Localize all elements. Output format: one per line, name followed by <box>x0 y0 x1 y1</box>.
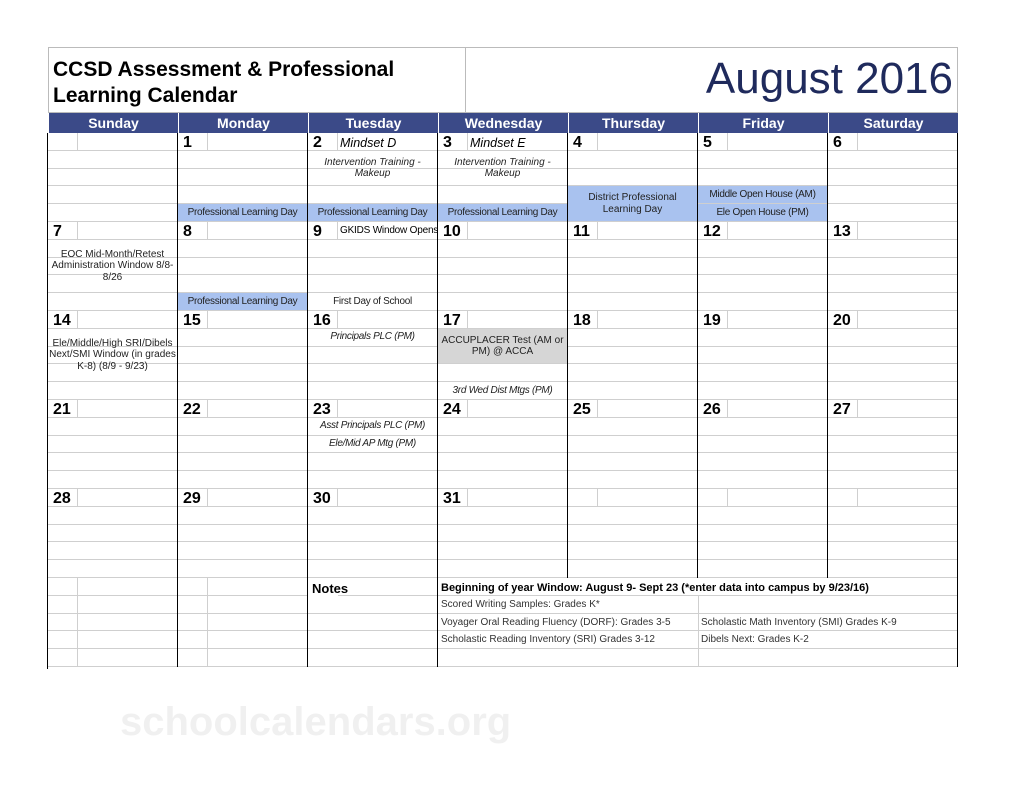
day-number: 2 <box>313 134 322 151</box>
day-cell[interactable] <box>438 222 568 311</box>
cell-line <box>568 436 697 454</box>
page-title: CCSD Assessment & Professional Learning Calendar <box>53 58 395 107</box>
cell-line <box>308 258 437 276</box>
cell-line <box>828 293 957 311</box>
day-cell[interactable] <box>698 133 828 222</box>
day-cell[interactable] <box>48 489 178 578</box>
cell-line <box>438 507 567 525</box>
cell-line <box>828 507 957 525</box>
month-box <box>466 47 958 113</box>
day-number: 23 <box>313 401 331 418</box>
day-cell[interactable] <box>308 133 438 222</box>
cell-line <box>698 507 827 525</box>
cell-line <box>308 347 437 365</box>
cell-line <box>568 240 697 258</box>
cell-line <box>568 382 697 400</box>
weekday-thursday: Thursday <box>568 113 698 133</box>
day-number: 3 <box>443 134 452 151</box>
cell-line <box>568 329 697 347</box>
note-item: Scholastic Reading Inventory (SRI) Grades 3-12 <box>441 634 655 646</box>
cell-line <box>48 542 177 560</box>
calendar-event[interactable]: 3rd Wed Dist Mtgs (PM) <box>452 384 553 396</box>
day-label: Mindset D <box>340 136 397 150</box>
cell-line <box>438 525 567 543</box>
day-label: GKIDS Window Opens <box>340 225 439 236</box>
cell-line <box>48 186 177 204</box>
day-cell[interactable] <box>698 489 828 578</box>
weekday-sunday: Sunday <box>48 113 178 133</box>
day-cell[interactable] <box>178 311 308 400</box>
day-cell[interactable] <box>48 311 178 400</box>
day-cell[interactable] <box>828 311 958 400</box>
day-label: Mindset E <box>470 136 526 150</box>
day-cell[interactable] <box>568 311 698 400</box>
cell-line <box>828 471 957 489</box>
notes-title: Notes <box>312 581 349 596</box>
day-number: 27 <box>833 401 851 418</box>
cell-line <box>178 186 307 204</box>
calendar-event[interactable]: Intervention Training - Makeup <box>454 156 551 180</box>
day-cell[interactable] <box>698 311 828 400</box>
notes-panel <box>438 578 958 667</box>
day-number: 5 <box>703 134 712 151</box>
cell-line <box>568 471 697 489</box>
note-item: Voyager Oral Reading Fluency (DORF): Grades 3-5 <box>441 616 671 628</box>
day-number: 1 <box>183 134 192 151</box>
cell-line <box>698 258 827 276</box>
day-cell[interactable] <box>828 489 958 578</box>
cell-line <box>828 418 957 436</box>
weekday-header <box>48 113 958 133</box>
day-number: 7 <box>53 223 62 240</box>
cell-line <box>568 258 697 276</box>
cell-line <box>568 525 697 543</box>
cell-line <box>828 258 957 276</box>
cell-line <box>698 542 827 560</box>
cell-line <box>178 275 307 293</box>
day-cell[interactable] <box>178 133 308 222</box>
cell-line <box>568 364 697 382</box>
day-number: 13 <box>833 223 851 240</box>
notes-heading: Beginning of year Window: August 9- Sept 23 (*enter data into campus by 9/23/16) <box>441 582 869 594</box>
cell-line <box>698 418 827 436</box>
cell-line <box>438 471 567 489</box>
cell-line <box>698 169 827 187</box>
cell-line <box>178 471 307 489</box>
day-number: 15 <box>183 312 201 329</box>
notes-divider <box>48 578 78 667</box>
cell-line <box>828 542 957 560</box>
cell-line <box>178 382 307 400</box>
calendar-event[interactable]: Asst Principals PLC (PM) <box>319 420 426 432</box>
day-cell[interactable] <box>308 222 438 311</box>
day-number: 12 <box>703 223 721 240</box>
cell-line <box>698 560 827 578</box>
day-number-box <box>568 489 598 507</box>
notes-cell <box>48 578 178 667</box>
day-number: 16 <box>313 312 331 329</box>
calendar-event[interactable]: Professional Learning Day <box>438 204 567 221</box>
watermark: schoolcalendars.org <box>120 700 512 744</box>
cell-line <box>178 329 307 347</box>
day-number: 26 <box>703 401 721 418</box>
cell-line <box>828 275 957 293</box>
cell-line <box>178 418 307 436</box>
day-cell[interactable] <box>438 133 568 222</box>
cell-line <box>308 525 437 543</box>
calendar-event[interactable]: Ele Open House (PM) <box>698 204 827 221</box>
notes-cell <box>308 578 438 667</box>
cell-line <box>178 364 307 382</box>
cell-line <box>178 507 307 525</box>
day-number-box <box>698 489 728 507</box>
cell-line <box>308 649 437 667</box>
day-cell[interactable] <box>48 400 178 489</box>
calendar-event[interactable]: ACCUPLACER Test (AM or PM) @ ACCA <box>438 329 567 364</box>
calendar-event[interactable]: Ele/Middle/High SRI/Dibels Next/SMI Window (in grades K-8) (8/9 - 9/23) <box>49 337 176 372</box>
cell-line <box>828 169 957 187</box>
day-cell[interactable] <box>828 222 958 311</box>
calendar-event[interactable]: Intervention Training - Makeup <box>324 156 421 180</box>
calendar-event[interactable]: Ele/Mid AP Mtg (PM) <box>329 438 416 450</box>
day-cell[interactable] <box>568 222 698 311</box>
cell-line <box>828 436 957 454</box>
calendar-event[interactable]: EOC Mid-Month/Retest Administration Window 8/8-8/26 <box>51 248 174 283</box>
cell-line <box>698 453 827 471</box>
cell-line <box>568 169 697 187</box>
day-number: 29 <box>183 490 201 507</box>
day-number: 25 <box>573 401 591 418</box>
cell-line <box>48 525 177 543</box>
cell-line <box>178 525 307 543</box>
cell-line <box>828 382 957 400</box>
title-box <box>48 47 466 113</box>
note-item: Dibels Next: Grades K-2 <box>701 634 809 646</box>
day-number: 24 <box>443 401 461 418</box>
cell-line <box>828 151 957 169</box>
cell-line <box>308 186 437 204</box>
cell-line <box>48 471 177 489</box>
cell-line <box>698 382 827 400</box>
cell-line <box>438 418 567 436</box>
cell-line <box>178 453 307 471</box>
calendar-event[interactable]: District Professional Learning Day <box>568 186 697 221</box>
cell-line <box>828 186 957 204</box>
cell-line <box>828 560 957 578</box>
cell-line <box>438 453 567 471</box>
cell-line <box>828 347 957 365</box>
cell-line <box>48 418 177 436</box>
cell-line <box>178 169 307 187</box>
day-number-box <box>828 489 858 507</box>
day-number-box <box>48 133 78 151</box>
cell-line <box>828 240 957 258</box>
cell-line <box>698 347 827 365</box>
cell-line <box>48 204 177 222</box>
cell-line <box>308 275 437 293</box>
calendar-event[interactable]: Professional Learning Day <box>178 204 307 221</box>
notes-divider <box>178 578 208 667</box>
day-number: 22 <box>183 401 201 418</box>
cell-line <box>178 258 307 276</box>
cell-line <box>698 364 827 382</box>
day-number: 4 <box>573 134 582 151</box>
calendar-event[interactable]: First Day of School <box>333 295 412 307</box>
calendar-event[interactable]: Middle Open House (AM) <box>698 186 827 203</box>
cell-line <box>568 507 697 525</box>
day-cell[interactable] <box>698 400 828 489</box>
day-number: 19 <box>703 312 721 329</box>
cell-line <box>48 507 177 525</box>
cell-line <box>178 542 307 560</box>
cell-line <box>698 436 827 454</box>
cell-line <box>178 151 307 169</box>
note-item: Scored Writing Samples: Grades K* <box>441 598 600 610</box>
day-cell[interactable] <box>828 133 958 222</box>
cell-line <box>828 204 957 222</box>
cell-line <box>308 507 437 525</box>
weekday-tuesday: Tuesday <box>308 113 438 133</box>
cell-line <box>48 169 177 187</box>
cell-line <box>698 240 827 258</box>
cell-line <box>698 329 827 347</box>
cell-line <box>48 560 177 578</box>
cell-line <box>568 560 697 578</box>
notes-cell <box>178 578 308 667</box>
day-cell[interactable] <box>568 489 698 578</box>
cell-line <box>48 293 177 311</box>
day-number: 30 <box>313 490 331 507</box>
day-number: 31 <box>443 490 461 507</box>
day-number: 21 <box>53 401 71 418</box>
calendar-grid <box>48 133 958 668</box>
cell-line <box>568 151 697 169</box>
cell-line <box>308 560 437 578</box>
cell-line <box>308 596 437 614</box>
cell-line <box>308 382 437 400</box>
day-number: 6 <box>833 134 842 151</box>
day-cell[interactable] <box>48 133 178 222</box>
cell-line <box>178 560 307 578</box>
cell-line <box>178 436 307 454</box>
day-cell[interactable] <box>308 400 438 489</box>
month-title: August 2016 <box>705 54 953 103</box>
cell-line <box>438 186 567 204</box>
day-number: 11 <box>573 223 590 240</box>
cell-line <box>48 382 177 400</box>
cell-line <box>698 293 827 311</box>
day-cell[interactable] <box>48 222 178 311</box>
cell-line <box>828 364 957 382</box>
day-cell[interactable] <box>568 400 698 489</box>
day-cell[interactable] <box>308 489 438 578</box>
cell-line <box>698 275 827 293</box>
cell-line <box>568 453 697 471</box>
cell-line <box>438 258 567 276</box>
cell-line <box>698 471 827 489</box>
cell-line <box>308 631 437 649</box>
cell-line <box>308 614 437 632</box>
weekday-monday: Monday <box>178 113 308 133</box>
cell-line <box>828 329 957 347</box>
calendar-event[interactable]: Professional Learning Day <box>308 204 437 221</box>
day-number: 10 <box>443 223 461 240</box>
cell-line <box>308 542 437 560</box>
day-number: 8 <box>183 223 192 240</box>
cell-line <box>828 453 957 471</box>
cell-line <box>698 525 827 543</box>
day-cell[interactable] <box>698 222 828 311</box>
note-item: Scholastic Math Inventory (SMI) Grades K-9 <box>701 616 897 628</box>
day-number: 14 <box>53 312 71 329</box>
day-cell[interactable] <box>178 489 308 578</box>
cell-line <box>308 364 437 382</box>
day-cell[interactable] <box>438 400 568 489</box>
cell-line <box>568 293 697 311</box>
weekday-saturday: Saturday <box>828 113 958 133</box>
cell-line <box>438 293 567 311</box>
cell-line <box>438 364 567 382</box>
day-cell[interactable] <box>178 400 308 489</box>
day-cell[interactable] <box>828 400 958 489</box>
cell-line <box>308 471 437 489</box>
day-cell[interactable] <box>178 222 308 311</box>
cell-line <box>48 453 177 471</box>
day-number: 28 <box>53 490 71 507</box>
calendar-event[interactable]: Professional Learning Day <box>178 293 307 310</box>
day-cell[interactable] <box>438 311 568 400</box>
cell-line <box>178 240 307 258</box>
day-number: 20 <box>833 312 851 329</box>
day-number: 18 <box>573 312 591 329</box>
cell-line <box>48 436 177 454</box>
cell-line <box>438 542 567 560</box>
day-number: 17 <box>443 312 461 329</box>
notes-column-divider <box>698 596 699 667</box>
cell-line <box>438 560 567 578</box>
cell-line <box>438 275 567 293</box>
cell-line <box>568 418 697 436</box>
cell-line <box>438 240 567 258</box>
cell-line <box>178 347 307 365</box>
calendar-event[interactable]: Principals PLC (PM) <box>330 331 415 343</box>
cell-line <box>308 240 437 258</box>
cell-line <box>568 542 697 560</box>
day-number: 9 <box>313 223 322 240</box>
cell-line <box>568 347 697 365</box>
day-cell[interactable] <box>438 489 568 578</box>
cell-line <box>828 525 957 543</box>
cell-line <box>438 436 567 454</box>
cell-line <box>48 151 177 169</box>
day-cell[interactable] <box>308 311 438 400</box>
day-cell[interactable] <box>568 133 698 222</box>
cell-line <box>568 275 697 293</box>
weekday-wednesday: Wednesday <box>438 113 568 133</box>
cell-line <box>308 453 437 471</box>
weekday-friday: Friday <box>698 113 828 133</box>
cell-line <box>698 151 827 169</box>
